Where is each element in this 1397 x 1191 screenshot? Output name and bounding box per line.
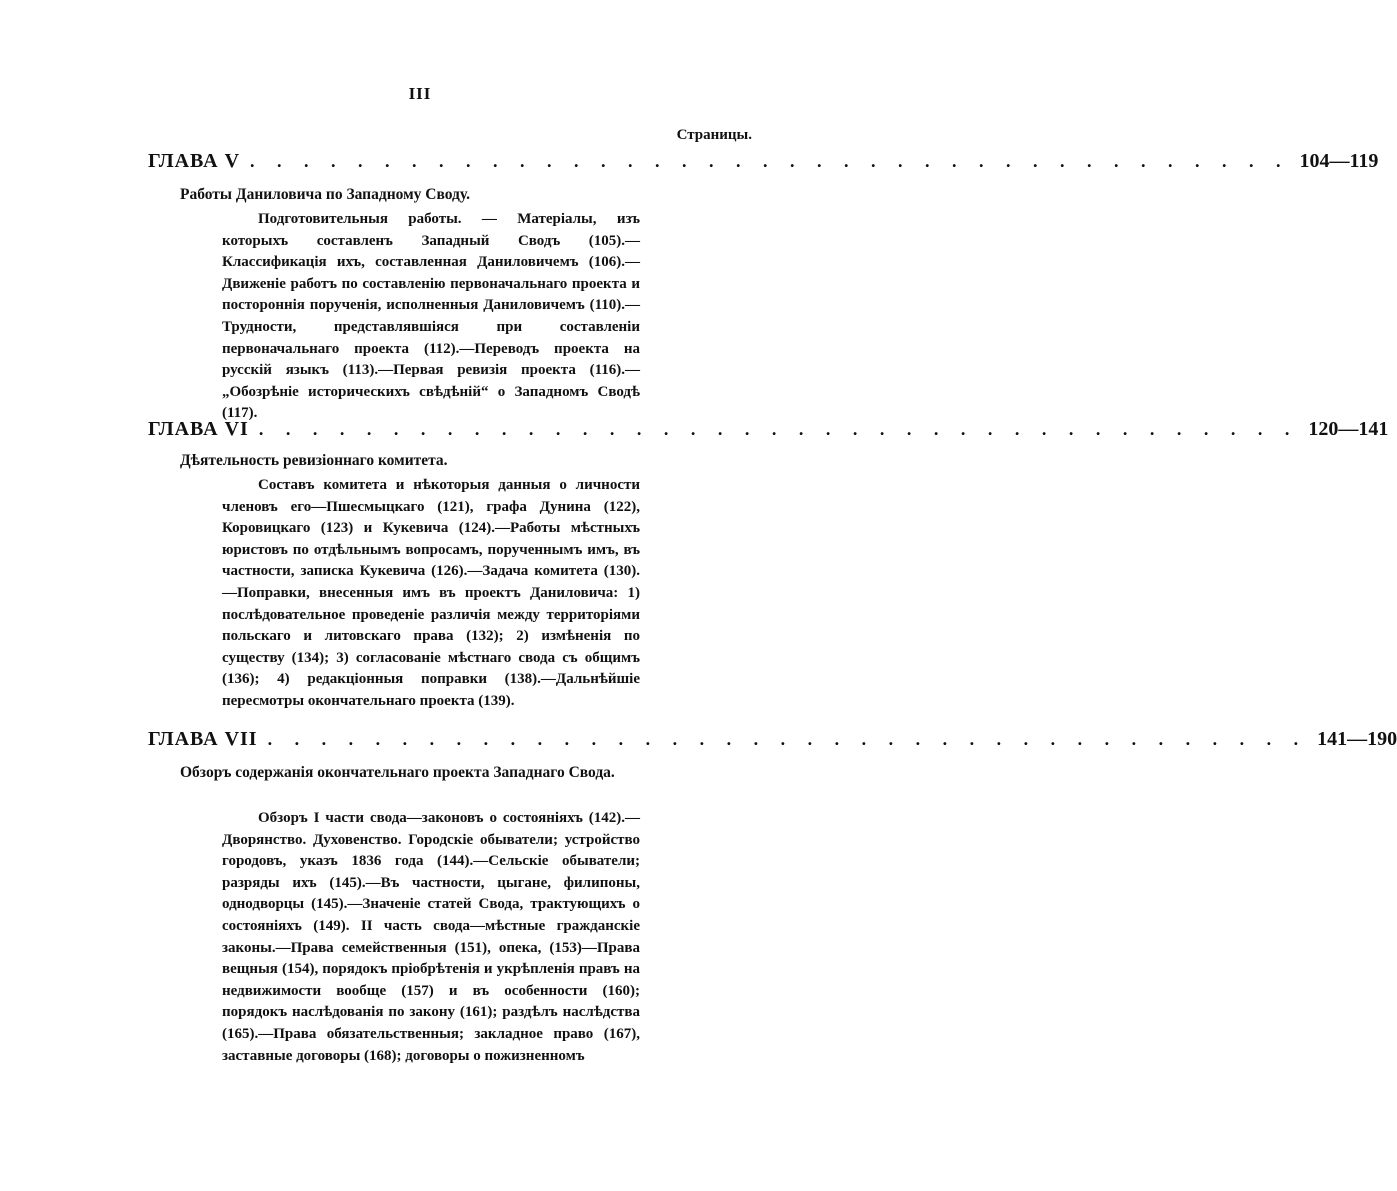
chapter-title: Дѣятельность ревизіоннаго комитета. (180, 452, 448, 469)
chapter-title: Работы Даниловича по Западному Своду. (180, 186, 470, 203)
pages-column-label: Страницы. (676, 127, 752, 143)
dot-leader: . . . . . . . . . . . . . . . . . . . . . . . . . . . . . . . . . . . . . . . (250, 151, 1290, 171)
dot-leader: . . . . . . . . . . . . . . . . . . . . . . . . . . . . . . . . . . . . . . . (267, 729, 1308, 749)
chapter-page-range: 120—141 (1308, 418, 1389, 440)
chapter-summary: Обзоръ I части свода—законовъ о состояніяхъ (142).—Дворянство. Духовенство. Городскіе обыватели; устройство городовъ, указъ 1836 года (144).—Сельскіе обыватели; разряды ихъ (145).—Въ частности, цыгане, филипоны, однодворцы (145).—Значеніе статей Свода, трактующихъ о состояніяхъ (149). II часть свода—мѣстные гражданскіе законы.—Права семейственныя (151), опека, (153)—Права вещныя (154), порядокъ пріобрѣтенія и укрѣпленія правъ на недвижимости вообще (157) и въ особенности (160); порядокъ наслѣдованія по закону (161); раздѣлъ наслѣдства (165).—Права обязательственныя; закладное право (167), заставные договоры (168); договоры о пожизненномъ (222, 810, 640, 1064)
chapter-label: ГЛАВА VII (148, 728, 258, 750)
chapter-heading (148, 150, 1379, 176)
page-number: III (408, 84, 432, 103)
chapter-page-range: 141—190 (1317, 728, 1397, 750)
dot-leader: . . . . . . . . . . . . . . . . . . . . . . . . . . . . . . . . . . . . . . . (258, 419, 1299, 439)
chapter-title: Обзоръ содержанія окончательнаго проекта Западнаго Свода. (180, 764, 615, 781)
chapter-summary: Подготовительныя работы. — Матеріалы, изъ которыхъ составленъ Западный Сводъ (105).—Классификація ихъ, составленная Даниловичемъ (106).—Движеніе работъ по составленію первоначальнаго проекта и постороннія порученія, исполненныя Даниловичемъ (110).—Трудности, представлявшіяся при составленіи первоначальнаго проекта (112).—Переводъ проекта на русскій языкъ (113).—Первая ревизія проекта (116).— „Обозрѣніе историческихъ свѣдѣній“ о Западномъ Сводѣ (117). (222, 211, 640, 422)
chapter-heading (148, 418, 1389, 444)
chapter-page-range: 104—119 (1299, 150, 1379, 172)
chapter-label: ГЛАВА V (148, 150, 241, 172)
chapter-label: ГЛАВА VI (148, 418, 249, 440)
chapter-summary: Составъ комитета и нѣкоторыя данныя о личности членовъ его—Пшесмыцкаго (121), графа Дунина (122), Коровицкаго (123) и Кукевича (124).—Работы мѣстныхъ юристовъ по отдѣльнымъ вопросамъ, порученнымъ имъ, въ частности, записка Кукевича (126).—Задача комитета (130).—Поправки, внесенныя имъ въ проектъ Даниловича: 1) послѣдовательное проведеніе различія между территоріями польскаго и литовскаго права (132); 2) измѣненія по существу (134); 3) согласованіе мѣстнаго свода съ общимъ (136); 4) редакціонныя поправки (138).—Дальнѣйшіе пересмотры окончательнаго проекта (139). (222, 477, 640, 709)
chapter-heading (148, 728, 1397, 754)
